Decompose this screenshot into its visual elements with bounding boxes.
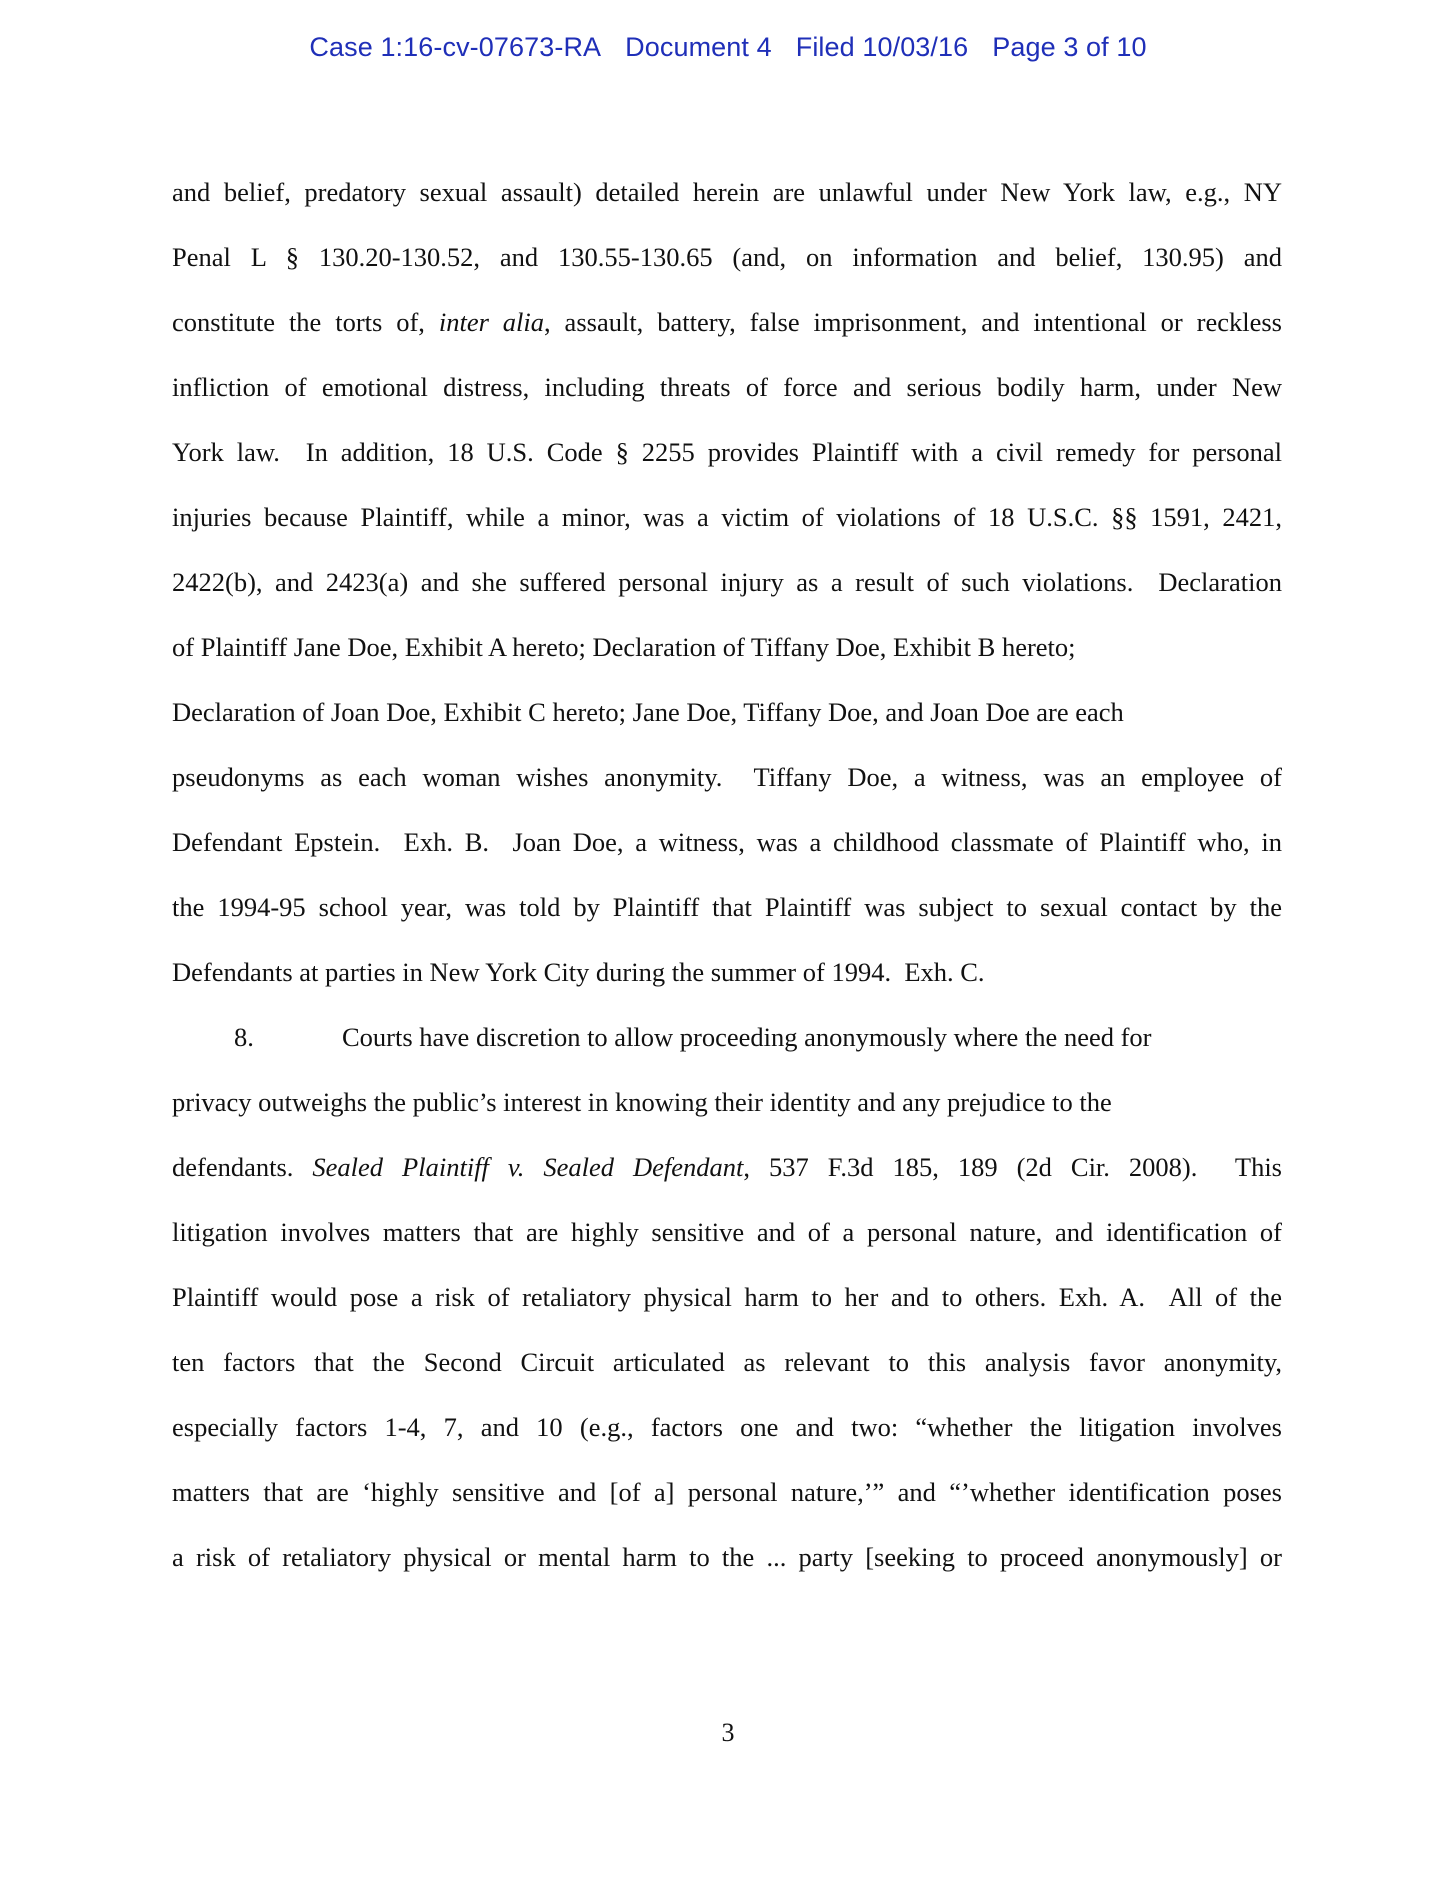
body-line: a risk of retaliatory physical or mental harm to the ... party [seeking to proceed anonymously] or bbox=[172, 1542, 1282, 1572]
body-line: constitute the torts of, inter alia, assault, battery, false imprisonment, and intentional or reckless bbox=[172, 307, 1282, 337]
body-line: Declaration of Joan Doe, Exhibit C hereto; Jane Doe, Tiffany Doe, and Joan Doe are each bbox=[172, 697, 1124, 727]
body-line: defendants. Sealed Plaintiff v. Sealed Defendant, 537 F.3d 185, 189 (2d Cir. 2008). This bbox=[172, 1152, 1282, 1182]
body-line: the 1994-95 school year, was told by Plaintiff that Plaintiff was subject to sexual contact by the bbox=[172, 892, 1282, 922]
page-number: 3 bbox=[721, 1718, 735, 1747]
ecf-header bbox=[0, 32, 1456, 63]
body-line: and belief, predatory sexual assault) detailed herein are unlawful under New York law, e.g., NY bbox=[172, 177, 1282, 207]
body-line: injuries because Plaintiff, while a minor, was a victim of violations of 18 U.S.C. §§ 1591, 2421, bbox=[172, 502, 1282, 532]
body-line: 2422(b), and 2423(a) and she suffered personal injury as a result of such violations. Declaration bbox=[172, 567, 1282, 597]
body-line: privacy outweighs the public’s interest in knowing their identity and any prejudice to the bbox=[172, 1087, 1112, 1117]
body-line: Penal L § 130.20-130.52, and 130.55-130.65 (and, on information and belief, 130.95) and bbox=[172, 242, 1282, 272]
body-line: of Plaintiff Jane Doe, Exhibit A hereto; Declaration of Tiffany Doe, Exhibit B hereto; bbox=[172, 632, 1076, 662]
body-line: especially factors 1-4, 7, and 10 (e.g., factors one and two: “whether the litigation involves bbox=[172, 1412, 1282, 1442]
body-line: Defendant Epstein. Exh. B. Joan Doe, a witness, was a childhood classmate of Plaintiff who, in bbox=[172, 827, 1282, 857]
body-line: pseudonyms as each woman wishes anonymity. Tiffany Doe, a witness, was an employee of bbox=[172, 762, 1282, 792]
document-number: Document 4 bbox=[625, 32, 772, 62]
case-number: Case 1:16-cv-07673-RA bbox=[309, 32, 602, 62]
case-citation: Sealed Plaintiff v. Sealed Defendant bbox=[312, 1152, 744, 1182]
body-line: matters that are ‘highly sensitive and [of a] personal nature,’” and “’whether identification poses bbox=[172, 1477, 1282, 1507]
body-line: infliction of emotional distress, including threats of force and serious bodily harm, under New bbox=[172, 372, 1282, 402]
body-line: Defendants at parties in New York City during the summer of 1994. Exh. C. bbox=[172, 957, 985, 987]
body-line: ten factors that the Second Circuit articulated as relevant to this analysis favor anonymity, bbox=[172, 1347, 1282, 1377]
body-line: Courts have discretion to allow proceeding anonymously where the need for bbox=[342, 1022, 1152, 1052]
body-line: Plaintiff would pose a risk of retaliatory physical harm to her and to others. Exh. A. All of the bbox=[172, 1282, 1282, 1312]
italic-term: inter alia bbox=[438, 307, 545, 337]
body-line: York law. In addition, 18 U.S. Code § 2255 provides Plaintiff with a civil remedy for personal bbox=[172, 437, 1282, 467]
filed-date: Filed 10/03/16 bbox=[795, 32, 969, 62]
page-count: Page 3 of 10 bbox=[992, 32, 1147, 62]
body-line: litigation involves matters that are highly sensitive and of a personal nature, and identification of bbox=[172, 1217, 1282, 1247]
paragraph-number: 8. bbox=[234, 1022, 254, 1052]
